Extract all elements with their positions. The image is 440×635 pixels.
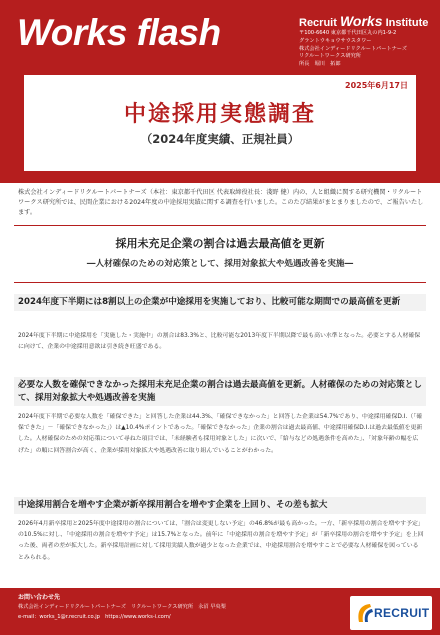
contact-title: お問い合わせ先 [18,594,61,601]
headline-block [14,225,426,283]
section-1-body: 2024年度下半期に中途採用を「実施した・実施中」の割合は83.3%と、比較可能な2013年度下半期以降で最も高い水準となった。必要とする人材確保に向けて、企業の中途採用意欲は引き続き旺盛である。 [18,333,421,351]
recruit-logo [350,596,432,630]
subheadline: ―人材確保のための対応策として、採用対象拡大や処遇改善を実施― [86,259,354,269]
brand-logo: Works flash [17,12,221,53]
header-band [0,0,440,183]
footer-band [0,588,440,635]
release-date: 2025年6月17日 [345,81,408,90]
contact-email[interactable]: e-mail：works_1@r.recruit.co.jp https://www.works-i.com/ [18,614,171,620]
recruit-swoosh-icon [356,602,374,624]
section-2-heading: 必要な人数を確保できなかった採用未充足企業の割合は過去最高値を更新。人材確保のための対応策として、採用対象拡大や処遇改善を実施 [14,377,426,406]
title-box [24,75,416,171]
institute-address: 〒100-6640 東京都千代田区丸の内1-9-2 グラントウキョウサウスタワー 株式会社インディードリクルートパートナーズ リクルートワークス研究所 所長 堀川 拓郎 [299,30,407,68]
page-subtitle: （2024年度実績、正規社員） [140,132,300,146]
section-3-body: 2026年4月新卒採用と2025年度中途採用の割合については、「割合は変更しない予定」の46.8%が最も高かった。一方、「新卒採用の割合を増やす予定」の10.5%に対し、「中途採用の割合を増やす予定」は15.7%となった。前年に「中途採用の割合を増やす予定」が「新卒採用の割合を増やす予定」を上回った後、両者の差が拡大した。新卒採用計画に対して採用実績人数が過少となった企業では、中途採用割合を増やすことで必要な人材確保を図っているとみられる。 [18,521,424,561]
section-2-body: 2024年度下半期で必要な人数を「確保できた」と回答した企業は44.3%、「確保できなかった」と回答した企業は54.7%であり、中途採用確保D.I.（「確保できた」－「確保できなかった」）は▲10.4%ポイントであった。「確保できなかった」企業の割合は過去最高値、中途採用確保D.I.は過去最低値を更新した。人材確保のための対応策について尋ねた項目では、「未経験者も採用対象とした」に次いで、「給与などの処遇条件を高めた」、「対象年齢の幅を広げた」の順に回答割合が高く、企業が採用対象拡大や処遇改善に取り組んでいることがわかった。 [18,414,423,454]
intro-paragraph: 株式会社インディードリクルートパートナーズ（本社：東京都千代田区 代表取締役社長：淺野 健）内の、人と組織に関する研究機関・リクルートワークス研究所では、民間企業における2024年度の中途採用実績に関する調査を行いました。このたび結果がまとまりましたので、ご報告いたします。 [18,189,424,217]
headline: 採用未充足企業の割合は過去最高値を更新 [115,237,325,250]
page-title: 中途採用実態調査 [123,102,316,127]
contact-name: 株式会社インディードリクルートパートナーズ リクルートワークス研究所 永沼 早央梨 [18,604,226,610]
section-1-heading: 2024年度下半期には8割以上の企業が中途採用を実施しており、比較可能な期間での最高値を更新 [14,294,426,311]
recruit-logo-text: RECRUIT [374,606,430,620]
institute-name: Recruit Works Institute [299,13,429,29]
section-3-heading: 中途採用割合を増やす企業が新卒採用割合を増やす企業を上回り、その差も拡大 [14,497,426,514]
